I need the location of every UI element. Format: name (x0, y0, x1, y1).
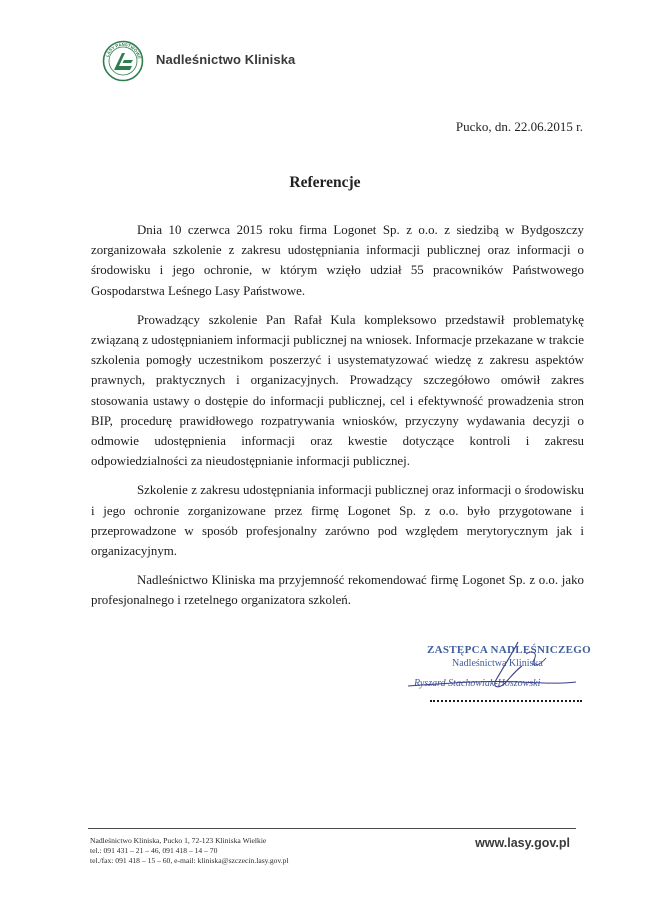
footer-divider (88, 828, 576, 829)
footer-address-line: Nadleśnictwo Kliniska, Pucko 1, 72-123 Kliniska Wielkie (90, 836, 267, 845)
footer-website-link[interactable]: www.lasy.gov.pl (475, 836, 570, 850)
document-title: Referencje (289, 174, 361, 191)
paragraph-2: Prowadzący szkolenie Pan Rafał Kula kompleksowo przedstawił problematykę związaną z udostępnianiem informacji publicznej na wniosek. Informacje przekazane w trakcie szkolenia pomogły uczestnikom poszerzyć i usystematyzować wiedzę z zakresu aspektów prawnych, praktycznych i organizacyjnych. Prowadzący szczegółowo omówił zakres stosowania ustawy o dostępie do informacji publicznej, cel i efektywność prowadzenia stron BIP, procedurę prawidłowego rozpatrywania wniosków, przyczyny wydawania decyzji o odmowie udostępnienia informacji oraz kwestie dotyczące kontroli i zakresu odpowiedzialności za nieudostępnianie informacji publicznej. (91, 312, 584, 469)
stamp-organization: Nadleśnictwa Kliniska (452, 658, 543, 669)
organization-name: Nadleśnictwo Kliniska (156, 52, 296, 67)
paragraph-1: Dnia 10 czerwca 2015 roku firma Logonet Sp. z o.o. z siedzibą w Bydgoszczy zorganizowała szkolenie z zakresu udostępniania informacji publicznej oraz informacji o środowisku i jego ochronie, w którym wzięło udział 55 pracowników Państwowego Gospodarstwa Leśnego Lasy Państwowe. (91, 223, 584, 298)
place-date-line: Pucko, dn. 22.06.2015 r. (455, 119, 583, 134)
footer-phone-line: tel.: 091 431 – 21 – 46, 091 418 – 14 – 70 (90, 845, 218, 855)
stamp-name: Ryszard Stachowiak-Hoszowski (414, 678, 541, 689)
letter-body (91, 220, 584, 620)
stamp-title: ZASTĘPCA NADLEŚNICZEGO (427, 644, 591, 656)
paragraph-4: Nadleśnictwo Kliniska ma przyjemność rekomendować firmę Logonet Sp. z o.o. jako profesjonalnego i rzetelnego organizatora szkoleń. (91, 573, 584, 608)
footer-address (90, 836, 289, 865)
paragraph-3: Szkolenie z zakresu udostępniania informacji publicznej oraz informacji o środowisku i jego ochronie zorganizowane przez firmę Logonet Sp. z o.o. było przygotowane i przeprowadzone w sposób profesjonalny zarówno pod względem merytorycznym jak i organizacyjnym. (91, 483, 584, 559)
svg-text:LASY PAŃSTWOWE: LASY PAŃSTWOWE (104, 41, 142, 60)
lasy-panstwowe-logo-icon (102, 40, 144, 82)
signature-stamp (400, 640, 590, 730)
signature-dotted-line (430, 698, 582, 702)
footer-fax-email-line: tel./fax: 091 418 – 15 – 60, e-mail: kliniska@szczecin.lasy.gov.pl (90, 855, 289, 865)
